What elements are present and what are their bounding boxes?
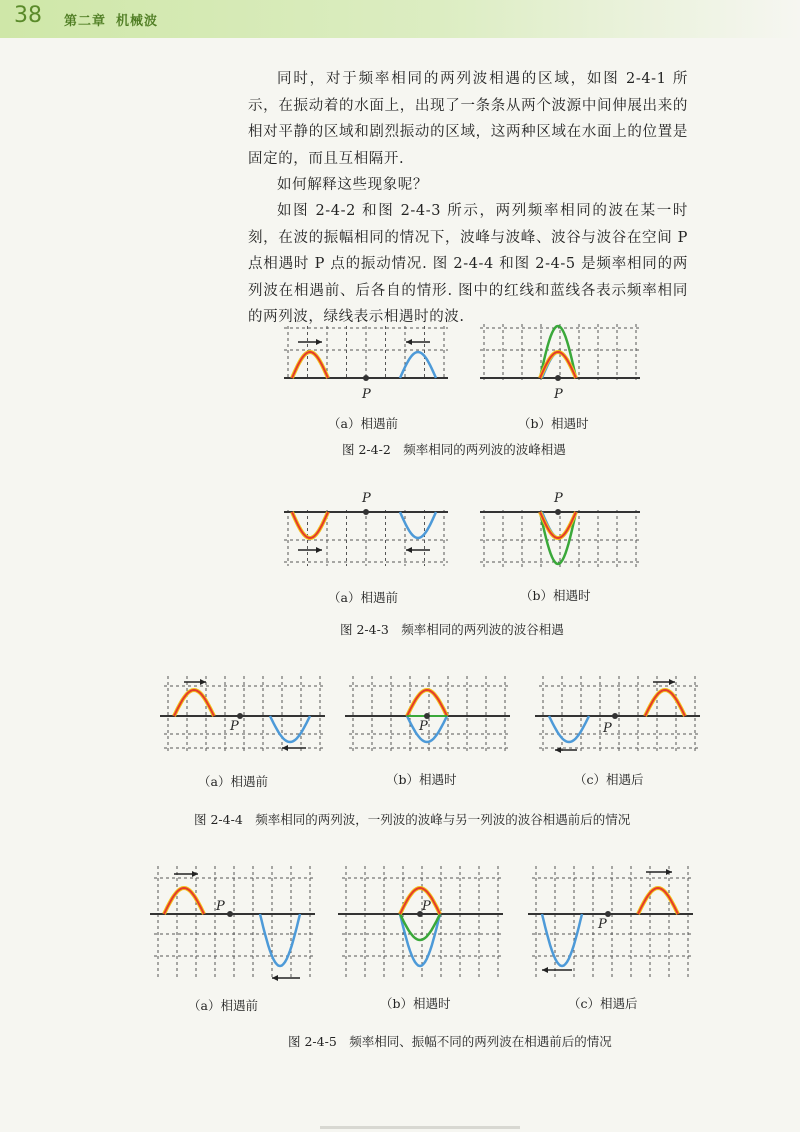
paragraph-3: 如图 2-4-2 和图 2-4-3 所示，两列频率相同的波在某一时刻，在波的振幅相同的情况下，波峰与波峰、波谷与波谷在空间 P 点相遇时 P 点的振动情况. 图 2-4-4 和图 2-4-5 是频率相同的两列波在相遇前、后各自的情形. 图中的红线和蓝线各表示频率相同的两列波，绿线表示相遇时的波. bbox=[248, 203, 688, 325]
point-p-label: P bbox=[216, 899, 225, 914]
fig244-caption-a: （a）相遇前 bbox=[198, 774, 268, 789]
fig243-diagram-a bbox=[282, 491, 452, 570]
fig244-diagram-b bbox=[345, 668, 510, 760]
fig245-diagram-a bbox=[150, 860, 315, 985]
red-wave bbox=[638, 888, 678, 914]
direction-arrowhead bbox=[272, 975, 278, 981]
fig243-title: 图 2-4-3 频率相同的两列波的波谷相遇 bbox=[340, 622, 564, 637]
red-wave bbox=[174, 690, 214, 716]
blue-wave bbox=[542, 914, 582, 966]
point-p-label: P bbox=[603, 721, 612, 736]
point-p-marker bbox=[555, 509, 561, 515]
point-p-label: P bbox=[419, 719, 428, 734]
direction-arrowhead bbox=[542, 967, 548, 973]
page-number: 38 bbox=[14, 3, 42, 28]
direction-arrowhead bbox=[200, 679, 206, 685]
point-p-label: P bbox=[422, 899, 431, 914]
point-p-marker bbox=[363, 375, 369, 381]
red-wave bbox=[407, 690, 447, 716]
fig242-title: 图 2-4-2 频率相同的两列波的波峰相遇 bbox=[342, 442, 566, 457]
fig245-diagram-c bbox=[528, 860, 693, 985]
chapter-heading bbox=[64, 10, 168, 29]
red-wave bbox=[645, 690, 685, 716]
point-p-label: P bbox=[362, 491, 371, 506]
fig244-caption-c: （c）相遇后 bbox=[574, 772, 644, 787]
page-header bbox=[0, 0, 800, 38]
direction-arrowhead bbox=[406, 547, 412, 553]
fig244-caption-b: （b）相遇时 bbox=[386, 772, 457, 787]
point-p-label: P bbox=[362, 387, 371, 402]
fig245-caption-c: （c）相遇后 bbox=[568, 996, 638, 1011]
fig243-diagram-b bbox=[480, 491, 640, 570]
point-p-marker bbox=[227, 911, 233, 917]
direction-arrowhead bbox=[316, 339, 322, 345]
fig242-diagram-a bbox=[282, 320, 452, 400]
direction-arrowhead bbox=[316, 547, 322, 553]
fig243-caption-a: （a）相遇前 bbox=[328, 590, 398, 605]
fig242-diagram-b bbox=[480, 320, 640, 400]
point-p-marker bbox=[612, 713, 618, 719]
paragraph-1: 同时，对于频率相同的两列波相遇的区域，如图 2-4-1 所示，在振动着的水面上，出现了一条条从两个波源中间伸展出来的相对平静的区域和剧烈振动的区域，这两种区域在水面上的位置是固定的，而且互相隔开. bbox=[248, 71, 688, 167]
paragraph-2: 如何解释这些现象呢？ bbox=[277, 177, 428, 193]
point-p-marker bbox=[555, 375, 561, 381]
fig243-caption-b: （b）相遇时 bbox=[520, 588, 591, 603]
blue-wave bbox=[270, 716, 310, 742]
fig244-diagram-c bbox=[535, 668, 700, 760]
point-p-label: P bbox=[554, 491, 563, 506]
direction-arrowhead bbox=[282, 745, 288, 751]
direction-arrowhead bbox=[406, 339, 412, 345]
fig242-caption-b: （b）相遇时 bbox=[518, 416, 589, 431]
red-wave bbox=[292, 512, 328, 538]
blue-wave bbox=[549, 716, 589, 742]
fig245-title: 图 2-4-5 频率相同、振幅不同的两列波在相遇前后的情况 bbox=[288, 1034, 612, 1049]
chapter-label: 第二章 bbox=[64, 14, 107, 29]
fig245-caption-a: （a）相遇前 bbox=[188, 998, 258, 1013]
fig245-diagram-b bbox=[338, 860, 503, 985]
red-wave bbox=[292, 352, 328, 378]
point-p-marker bbox=[363, 509, 369, 515]
fig244-diagram-a bbox=[160, 668, 325, 760]
blue-wave bbox=[260, 914, 300, 966]
point-p-label: P bbox=[598, 917, 607, 932]
point-p-label: P bbox=[230, 719, 239, 734]
fig245-caption-b: （b）相遇时 bbox=[380, 996, 451, 1011]
section-label: 机械波 bbox=[116, 14, 159, 29]
bottom-divider bbox=[320, 1126, 520, 1129]
point-p-label: P bbox=[554, 387, 563, 402]
direction-arrowhead bbox=[669, 679, 675, 685]
fig242-caption-a: （a）相遇前 bbox=[328, 416, 398, 431]
red-wave bbox=[400, 888, 440, 914]
fig244-title: 图 2-4-4 频率相同的两列波，一列波的波峰与另一列波的波谷相遇前后的情况 bbox=[194, 812, 631, 827]
red-wave bbox=[164, 888, 204, 914]
direction-arrowhead bbox=[192, 871, 198, 877]
